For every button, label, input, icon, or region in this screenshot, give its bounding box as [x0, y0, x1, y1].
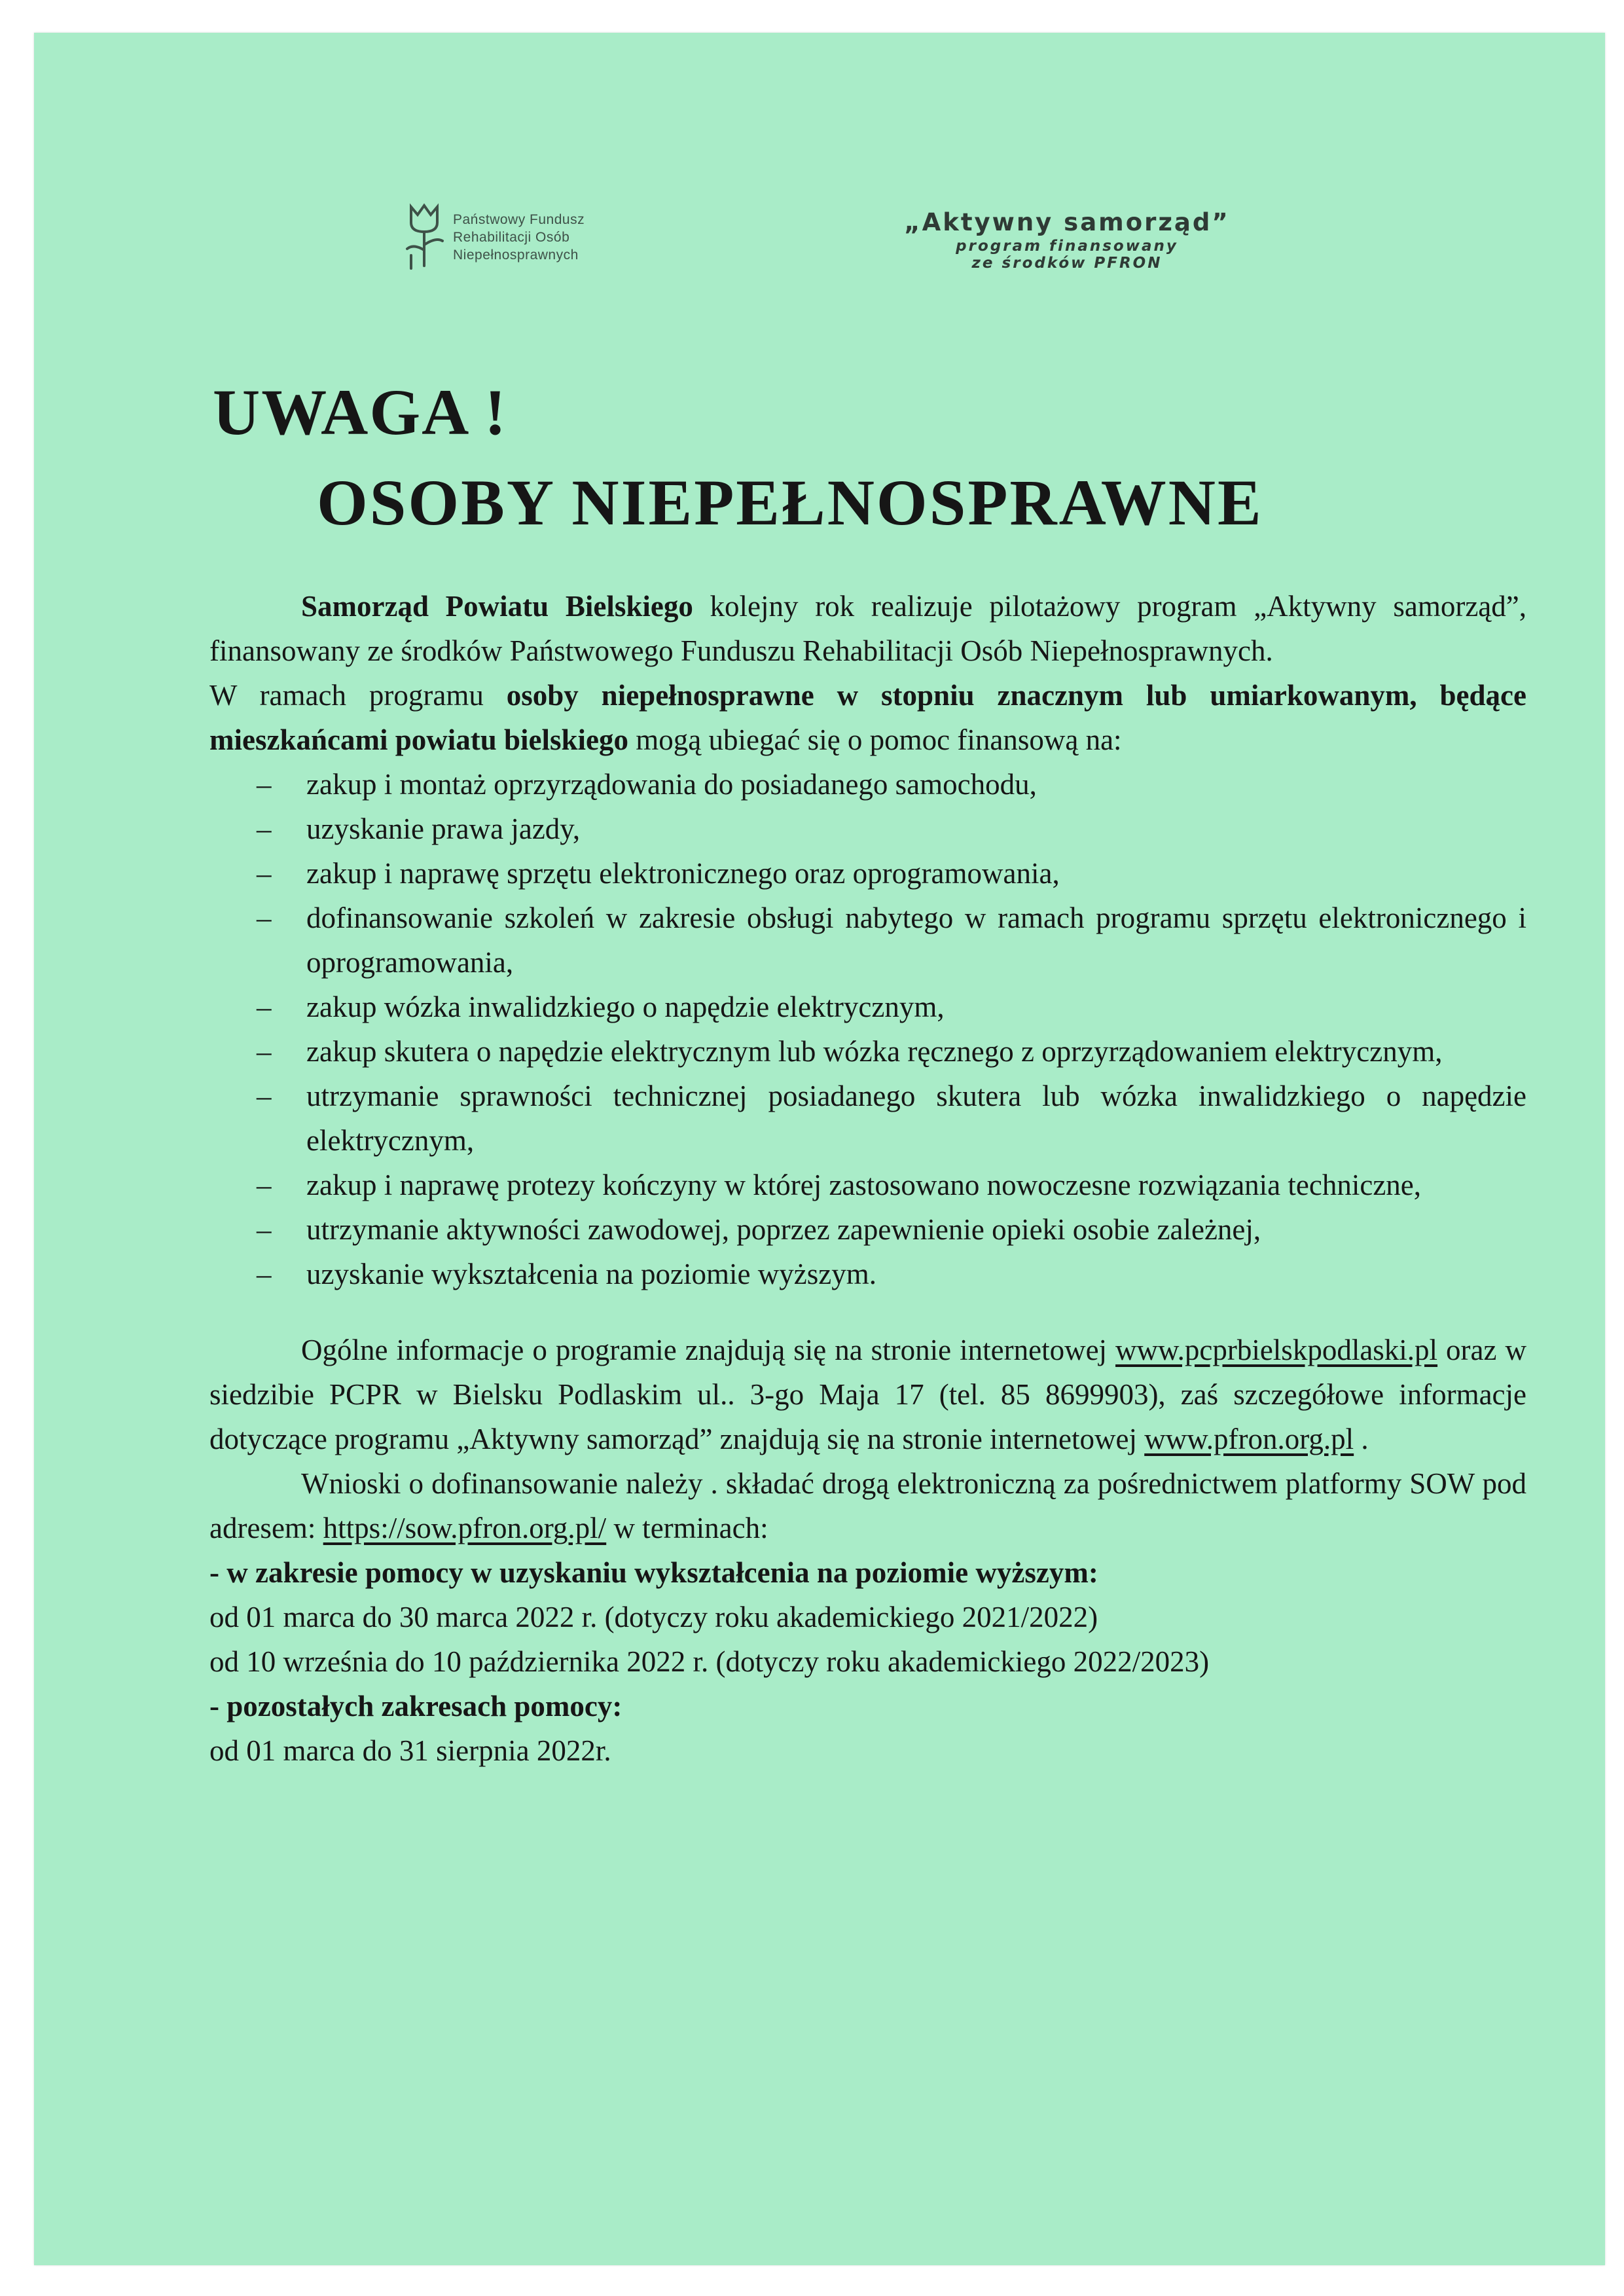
higher-ed-deadline-1: od 01 marca do 30 marca 2022 r. (dotyczy roku akademickiego 2021/2022) [209, 1601, 1098, 1633]
page-title-warning: UWAGA ! [213, 376, 508, 448]
program-logo-title: „Aktywny samorząd” [904, 208, 1230, 236]
intro-bold: Samorząd Powiatu Bielskiego [301, 590, 693, 623]
list-item: – uzyskanie prawa jazdy, [209, 807, 1526, 851]
list-item: – zakup i naprawę sprzętu elektronicznego oraz oprogramowania, [209, 851, 1526, 896]
page-title-audience: OSOBY NIEPEŁNOSPRAWNE [317, 466, 1263, 539]
spacer [209, 1296, 1526, 1328]
pfron-logo-line: Niepełnosprawnych [453, 247, 579, 263]
assistance-list [209, 762, 1526, 1296]
other-assistance-deadline: od 01 marca do 31 sierpnia 2022r. [209, 1734, 611, 1767]
pfron-logo-line: Państwowy Fundusz [453, 212, 585, 227]
info-text-middle: oraz w siedzibie PCPR w Bielsku Podlaskim ul.. 3-go Maja 17 (tel. 85 8699903), zaś szczegółowe informacje dotyczące programu „Aktywny samorząd” znajdują się na stronie internetowej [209, 1334, 1526, 1455]
higher-ed-heading-text: - w zakresie pomocy w uzyskaniu wykształcenia na poziomie wyższym: [209, 1556, 1098, 1589]
info-text-start: Ogólne informacje o programie znajdują się na stronie internetowej [301, 1334, 1116, 1366]
higher-ed-deadline-2: od 10 września do 10 października 2022 r. (dotyczy roku akademickiego 2022/2023) [209, 1645, 1210, 1678]
pcpr-website-link[interactable]: www.pcprbielskpodlaski.pl [1115, 1334, 1438, 1366]
list-item: – dofinansowanie szkoleń w zakresie obsługi nabytego w ramach programu sprzętu elektronicznego i oprogramowania, [209, 896, 1526, 985]
intro-text: kolejny rok realizuje pilotażowy program „Aktywny samorząd”, finansowany ze środków Państwowego Funduszu Rehabilitacji Osób Niepełnosprawnych. [209, 590, 1526, 667]
eligibility-paragraph [209, 673, 1526, 762]
application-text: Wnioski o dofinansowanie należy . składać drogą elektroniczną za pośrednictwem platformy SOW pod adresem: [209, 1467, 1526, 1544]
pfron-logo [402, 198, 703, 276]
pfron-website-link[interactable]: www.pfron.org.pl [1144, 1423, 1354, 1455]
list-item: – zakup i naprawę protezy kończyny w której zastosowano nowoczesne rozwiązania techniczne, [209, 1163, 1526, 1207]
info-paragraph [209, 1328, 1526, 1461]
list-item: – uzyskanie wykształcenia na poziomie wyższym. [209, 1252, 1526, 1296]
aktywny-samorzad-logo [825, 208, 1309, 272]
notice-sheet [34, 33, 1605, 2265]
program-logo-subtitle: program finansowany [956, 238, 1178, 255]
info-text-end: . [1354, 1423, 1369, 1455]
list-item: – utrzymanie sprawności technicznej posiadanego skutera lub wózka inwalidzkiego o napędzie elektrycznym, [209, 1074, 1526, 1163]
pfron-logo-line: Rehabilitacji Osób [453, 230, 570, 245]
application-paragraph [209, 1461, 1526, 1550]
higher-ed-heading [209, 1550, 1526, 1595]
eligibility-start: W ramach programu [209, 679, 507, 712]
list-item: – utrzymanie aktywności zawodowej, poprzez zapewnienie opieki osobie zależnej, [209, 1207, 1526, 1252]
sow-platform-link[interactable]: https://sow.pfron.org.pl/ [323, 1512, 607, 1544]
list-item: – zakup wózka inwalidzkiego o napędzie elektrycznym, [209, 985, 1526, 1029]
program-logo-funding: ze środków PFRON [971, 255, 1163, 272]
other-assistance-heading-text: - pozostałych zakresach pomocy: [209, 1690, 623, 1722]
pfron-logo-text [453, 211, 585, 264]
intro-paragraph [209, 584, 1526, 673]
flower-icon [402, 198, 448, 270]
eligibility-end: mogą ubiegać się o pomoc finansową na: [628, 723, 1122, 756]
list-item: – zakup i montaż oprzyrządowania do posiadanego samochodu, [209, 762, 1526, 807]
notice-body [209, 584, 1526, 1773]
other-assistance-heading [209, 1684, 1526, 1728]
eligibility-bold: osoby niepełnosprawne w stopniu znacznym lub umiarkowanym, będące mieszkańcami powiatu bielskiego [209, 679, 1526, 756]
list-item: – zakup skutera o napędzie elektrycznym lub wózka ręcznego z oprzyrządowaniem elektrycznym, [209, 1029, 1526, 1074]
application-terms: w terminach: [606, 1512, 768, 1544]
